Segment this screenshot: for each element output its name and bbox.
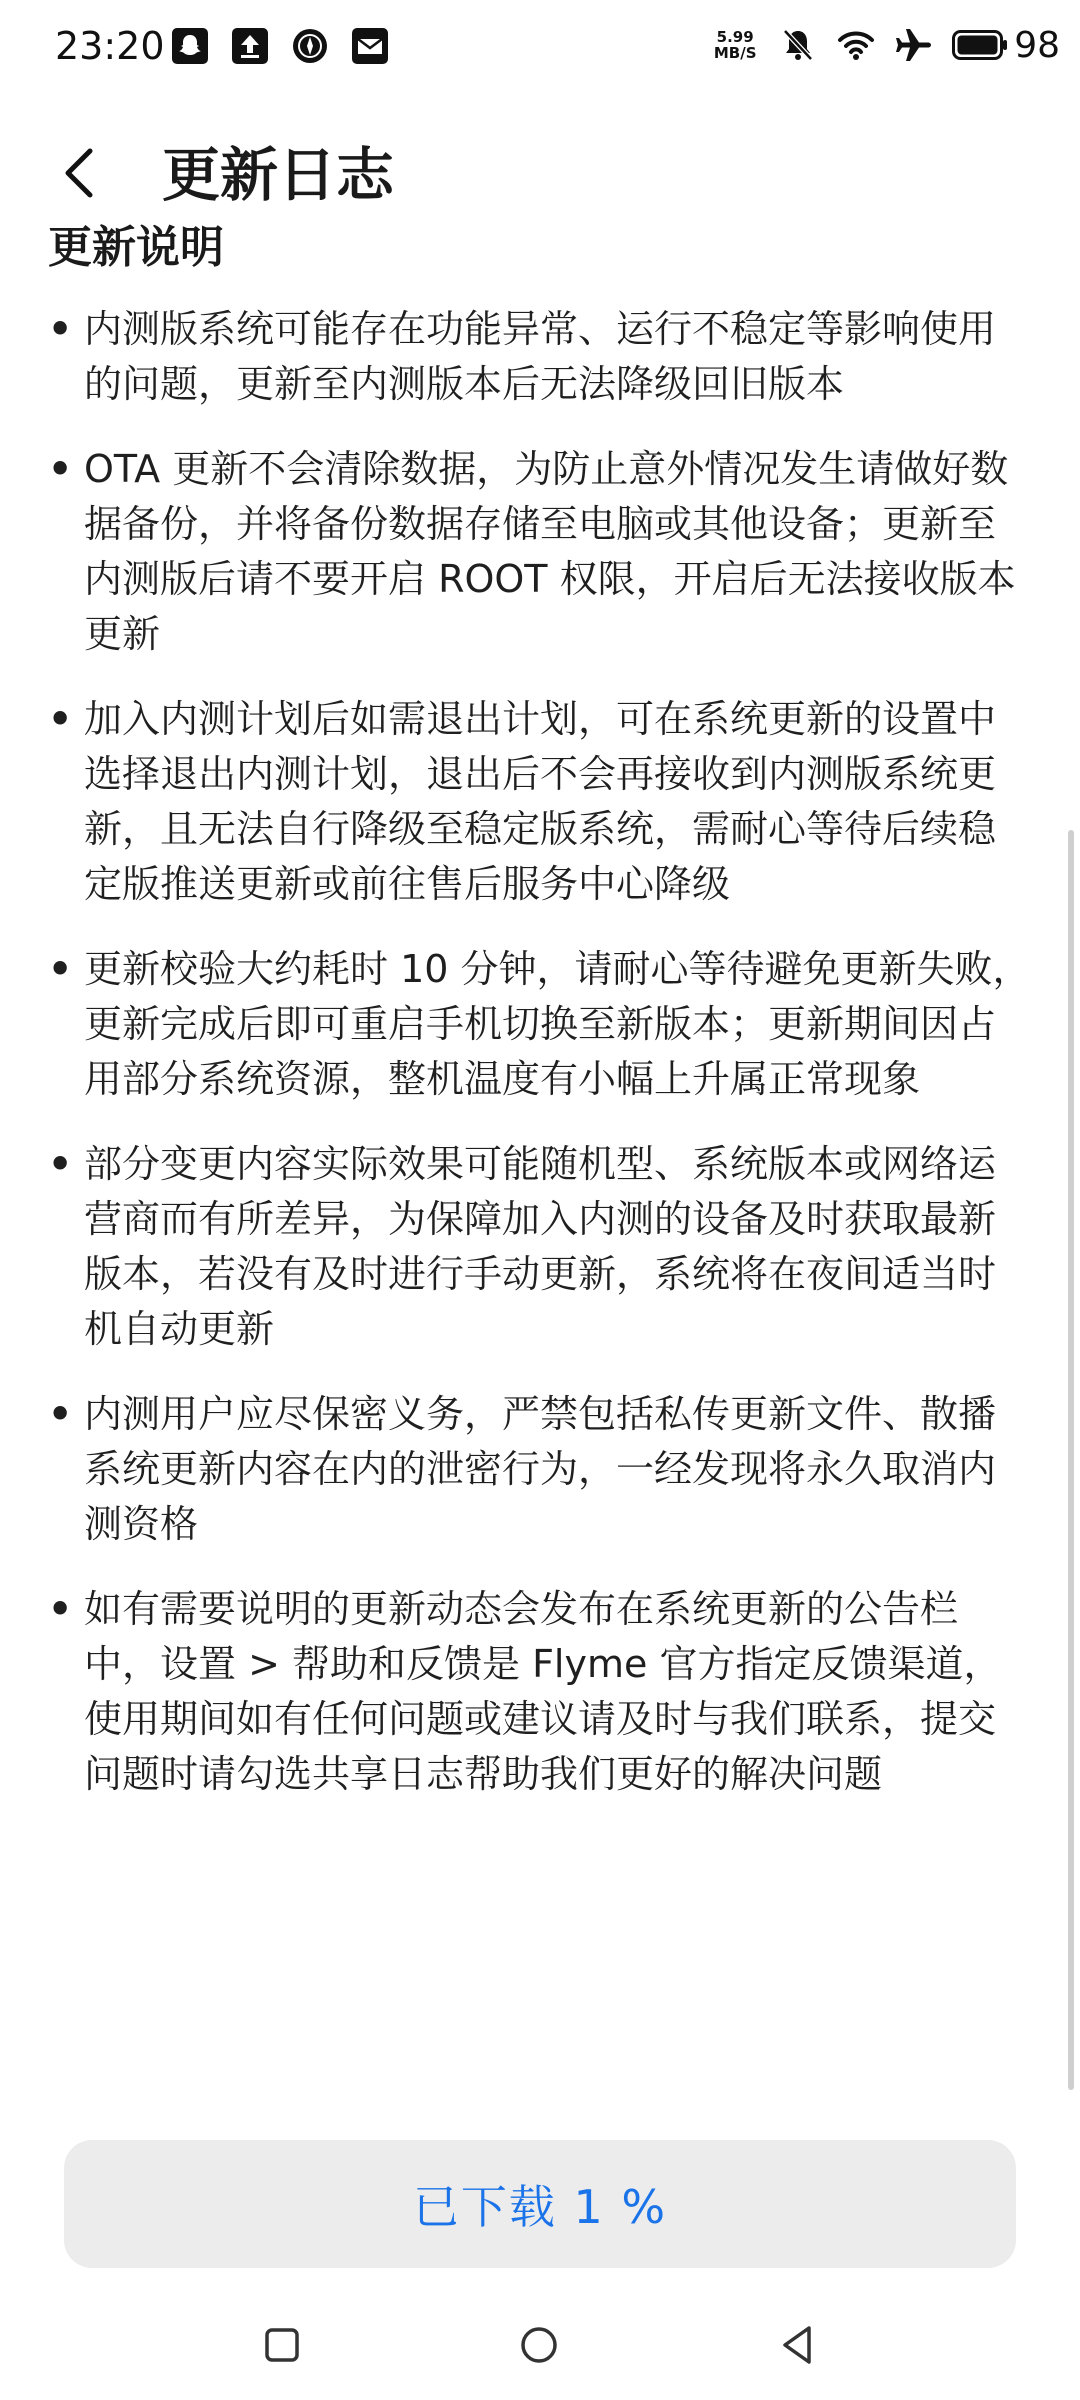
nav-back-button[interactable] <box>762 2310 832 2380</box>
list-item <box>48 1387 1032 1552</box>
net-speed-value: 5.99 <box>716 28 754 46</box>
note-text: 加入内测计划后如需退出计划，可在系统更新的设置中选择退出内测计划，退出后不会再接收到内测版系统更新，且无法自行降级至稳定版系统，需耐心等待后续稳定版推送更新或前往售后服务中心降级 <box>84 697 997 906</box>
home-button[interactable] <box>504 2310 574 2380</box>
snapchat-like-icon <box>170 26 210 66</box>
status-time: 23:20 <box>55 24 165 68</box>
list-item <box>48 692 1032 912</box>
back-button[interactable] <box>45 138 115 208</box>
bullet: • <box>48 1587 73 1631</box>
note-text: OTA 更新不会清除数据，为防止意外情况发生请做好数据备份，并将备份数据存储至电脑或其他设备；更新至内测版后请不要开启 ROOT 权限，开启后无法接收版本更新 <box>84 447 1016 656</box>
wifi-icon <box>836 25 876 65</box>
bullet: • <box>48 697 73 741</box>
bullet: • <box>48 1142 73 1186</box>
download-progress-button[interactable] <box>64 2140 1016 2268</box>
navigation-bar <box>0 2290 1080 2400</box>
list-item <box>48 302 1032 412</box>
note-text: 部分变更内容实际效果可能随机型、系统版本或网络运营商而有所差异，为保障加入内测的设备及时获取最新版本，若没有及时进行手动更新，系统将在夜间适当时机自动更新 <box>84 1142 997 1351</box>
list-item <box>48 1582 1032 1802</box>
notes-list <box>48 302 1032 1832</box>
notification-icons <box>170 26 390 66</box>
status-right <box>710 20 1060 70</box>
list-item <box>48 442 1032 662</box>
net-speed <box>710 29 760 61</box>
airplane-icon <box>894 25 934 65</box>
download-progress-label: 已下载 1 % <box>412 2180 668 2234</box>
note-text: 如有需要说明的更新动态会发布在系统更新的公告栏中，设置 > 帮助和反馈是 Flyme 官方指定反馈渠道，使用期间如有任何问题或建议请及时与我们联系，提交问题时请勾选共享日志帮助我们更好的解决问题 <box>84 1587 1002 1796</box>
mail-icon <box>350 26 390 66</box>
back-arrow-icon <box>60 145 100 201</box>
upload-icon <box>230 26 270 66</box>
recent-apps-button[interactable] <box>247 2310 317 2380</box>
note-text: 更新校验大约耗时 10 分钟，请耐心等待避免更新失败，更新完成后即可重启手机切换至新版本；更新期间因占用部分系统资源，整机温度有小幅上升属正常现象 <box>84 947 1031 1101</box>
home-icon <box>517 2323 561 2367</box>
note-text: 内测版系统可能存在功能异常、运行不稳定等影响使用的问题，更新至内测版本后无法降级回旧版本 <box>84 307 997 406</box>
battery-icon <box>952 30 1008 60</box>
battery <box>952 25 1060 66</box>
mute-icon <box>778 25 818 65</box>
status-bar <box>0 0 1080 92</box>
changelog-content[interactable] <box>0 222 1080 2100</box>
note-text: 内测用户应尽保密义务，严禁包括私传更新文件、散播系统更新内容在内的泄密行为，一经发现将永久取消内测资格 <box>84 1392 997 1546</box>
page-title: 更新日志 <box>162 141 395 209</box>
scrollbar[interactable] <box>1068 830 1074 2090</box>
bullet: • <box>48 1392 73 1436</box>
back-icon <box>777 2323 817 2367</box>
section-heading: 更新说明 <box>48 222 224 273</box>
bullet: • <box>48 307 73 351</box>
net-speed-unit: MB/S <box>713 44 757 62</box>
bullet: • <box>48 447 73 491</box>
battery-level: 98 <box>1014 24 1060 66</box>
recent-apps-icon <box>262 2325 302 2365</box>
list-item <box>48 1137 1032 1357</box>
list-item <box>48 942 1032 1107</box>
compass-icon <box>290 26 330 66</box>
bullet: • <box>48 947 73 991</box>
